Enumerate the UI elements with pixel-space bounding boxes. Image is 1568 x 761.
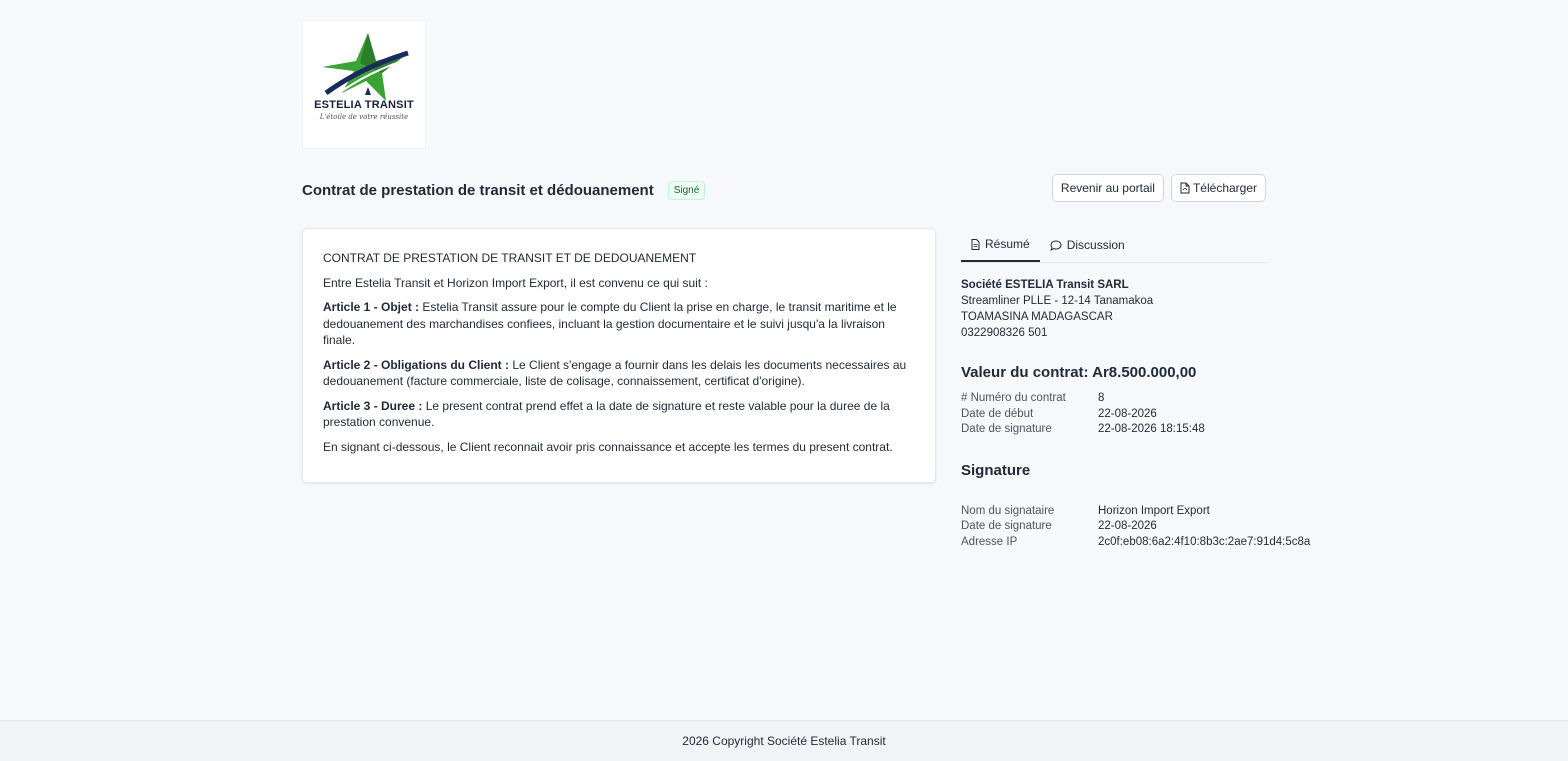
logo-tagline: L'étoile de votre réussite: [319, 113, 409, 121]
tab-discussion-label: Discussion: [1066, 238, 1125, 252]
signature-title: Signature: [961, 461, 1031, 479]
company-address-line1: Streamliner PLLE - 12-14 Tanamakoa: [961, 295, 1154, 307]
title-row: [302, 181, 705, 200]
article-text: Le Client s'engage a fournir dans les delais les documents necessaires au dedouanement (facture commerciale, liste de colisage, connaissement, certificat d'origine).: [323, 357, 907, 388]
back-to-portal-label: Revenir au portail: [1060, 181, 1155, 195]
article-title: Article 3 - Duree :: [323, 398, 423, 413]
article-text: Le present contrat prend effet a la date de signature et reste valable pour la duree de la prestation convenue.: [323, 398, 890, 429]
action-buttons: [1052, 174, 1266, 202]
field-value: 22-08-2026 18:15:48: [1098, 423, 1205, 435]
article-title: Article 1 - Objet :: [323, 300, 420, 314]
contract-value: Valeur du contrat: Ar8.500.000,00: [961, 364, 1197, 381]
status-badge: Signé: [668, 181, 706, 200]
summary-panel: [961, 228, 1311, 550]
contract-body: [302, 228, 936, 483]
file-pdf-icon: [1180, 182, 1190, 194]
contract-closing: En signant ci-dessous, le Client reconnait avoir pris connaissance et accepte les termes du present contrat.: [323, 439, 893, 454]
contract-article-3: [323, 398, 915, 431]
signature-details: [961, 504, 1311, 551]
document-icon: [971, 239, 980, 250]
field-label: Adresse IP: [961, 535, 1018, 548]
chat-bubble-icon: [1050, 240, 1062, 251]
company-address-line2: TOAMASINA MADAGASCAR: [961, 311, 1113, 323]
article-text: Estelia Transit assure pour le compte du Client la prise en charge, le transit maritime et le dedouanement des marchandises confiees, incluant la gestion documentaire et le suivi jusqu'a la livraison finale.: [323, 300, 897, 347]
contract-article-2: [323, 357, 915, 390]
tab-discussion[interactable]: [1040, 228, 1135, 262]
copyright-text: 2026 Copyright Société Estelia Transit: [682, 734, 886, 748]
logo-name: ESTELIA TRANSIT: [314, 99, 414, 111]
tab-bar: [961, 228, 1266, 263]
back-to-portal-button[interactable]: [1052, 174, 1164, 202]
contract-article-1: [323, 299, 915, 349]
footer: [0, 720, 1568, 761]
company-name: Société ESTELIA Transit SARL: [961, 279, 1129, 291]
company-phone: 0322908326 501: [961, 327, 1048, 339]
contract-intro: Entre Estelia Transit et Horizon Import Export, il est convenu ce qui suit :: [323, 275, 708, 290]
download-label: Télécharger: [1192, 181, 1257, 195]
field-label: Date de signature: [961, 423, 1052, 435]
field-value: 8: [1098, 392, 1105, 404]
field-value: 22-08-2026: [1098, 407, 1157, 420]
page-title: Contrat de prestation de transit et dédouanement: [302, 182, 654, 199]
contract-details: [961, 391, 1266, 438]
download-button[interactable]: [1171, 174, 1266, 202]
tab-summary[interactable]: [961, 228, 1040, 262]
company-info: [961, 277, 1266, 341]
field-label: # Numéro du contrat: [961, 392, 1066, 404]
field-value: 22-08-2026: [1098, 520, 1157, 532]
field-value: 2c0f:eb08:6a2:4f10:8b3c:2ae7:91d4:5c8a: [1098, 535, 1311, 548]
article-title: Article 2 - Obligations du Client :: [323, 357, 510, 372]
field-label: Date de signature: [961, 520, 1052, 532]
field-label: Date de début: [961, 407, 1034, 420]
field-value: Horizon Import Export: [1098, 504, 1210, 517]
field-label: Nom du signataire: [961, 504, 1055, 517]
company-logo: [302, 20, 426, 149]
tab-summary-label: Résumé: [985, 237, 1030, 251]
star-logo-icon: [316, 31, 412, 103]
contract-heading: CONTRAT DE PRESTATION DE TRANSIT ET DE DEDOUANEMENT: [323, 251, 697, 265]
